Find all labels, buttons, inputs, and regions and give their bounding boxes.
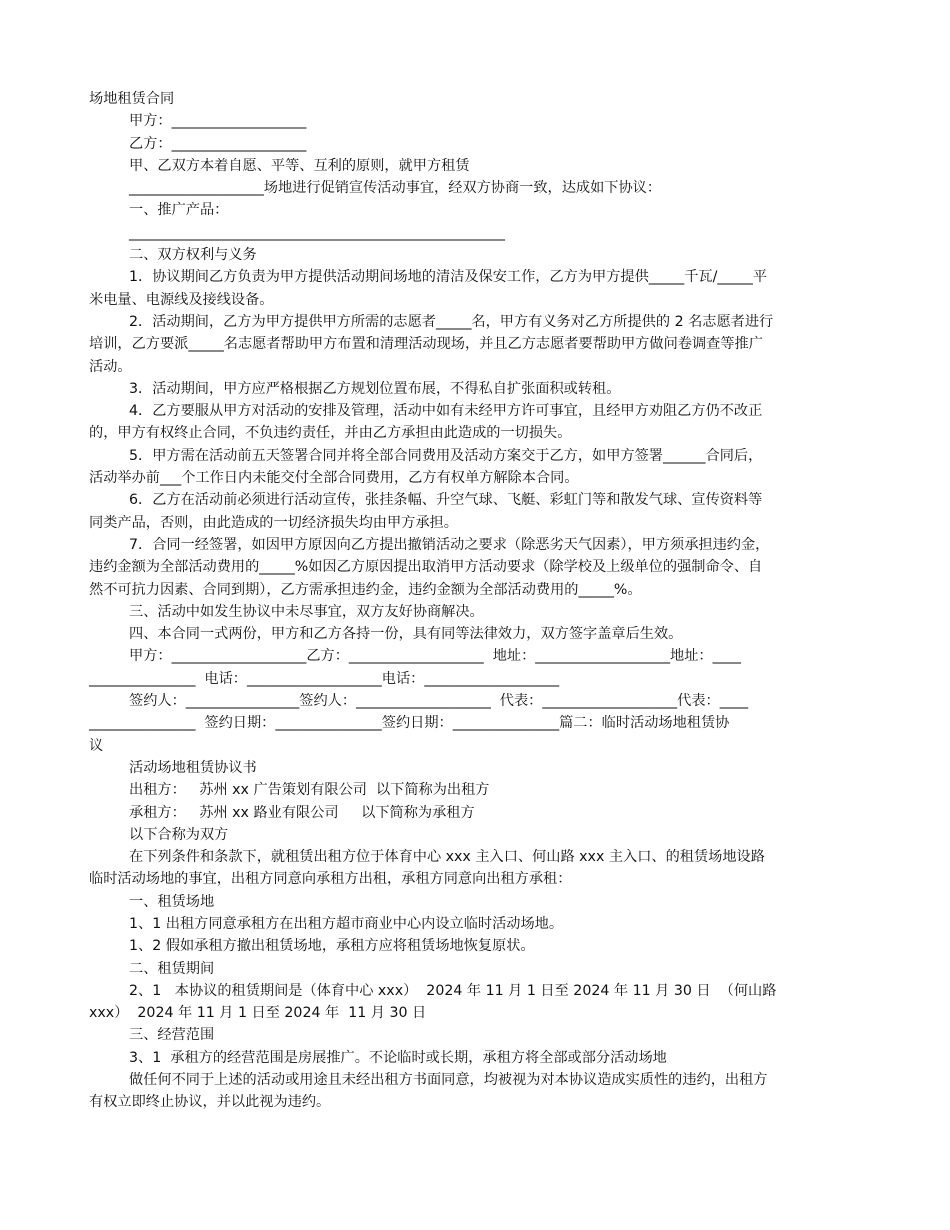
text-line: 甲方：___________________ [129,113,307,130]
text-line: 同类产品，否则，由此造成的一切经济损失均由甲方承担。 [89,514,458,531]
text-line: 活动场地租赁协议书 [129,759,257,776]
text-line: 临时活动场地的事宜，出租方同意向承租方出租，承租方同意向出租方承租： [89,871,572,888]
text-line: 做任何不同于上述的活动或用途且未经出租方书面同意，均被视为对本协议造成实质性的违约，出租方 [129,1072,768,1089]
text-line: 签约人：________________签约人：___________________ 代表：___________________代表：____ [129,693,749,710]
text-line: 活动。 [89,358,132,375]
text-line: 三、活动中如发生协议中未尽事宜，双方友好协商解决。 [129,603,484,620]
text-line: 甲、乙双方本着自愿、平等、互利的原则，就甲方租赁 [129,157,470,174]
text-line: 二、租赁期间 [129,960,215,977]
text-line: 3、1 承租方的经营范围是房展推广。不论临时或长期，承租方将全部或部分活动场地 [129,1049,667,1066]
text-line: 1、2 假如承租方撤出租赁场地，承租方应将租赁场地恢复原状。 [129,938,535,955]
text-line: _______________ 签约日期：_______________签约日期：_______________篇二：临时活动场地租赁协 [89,715,730,732]
text-line: 然不可抗力因素、合同到期），乙方需承担违约金，违约金额为全部活动费用的_____%。 [89,581,642,598]
text-line: 三、经营范围 [129,1027,215,1044]
text-line: 7．合同一经签署，如因甲方原因向乙方提出撤销活动之要求（除恶劣天气因素），甲方须承担违约金， [129,536,770,553]
text-line: 4．乙方要服从甲方对活动的安排及管理，活动中如有未经甲方许可事宜，且经甲方劝阻乙方仍不改正 [129,403,763,420]
text-line: 2．活动期间，乙方为甲方提供甲方所需的志愿者_____名，甲方有义务对乙方所提供的 2 名志愿者进行 [129,313,774,330]
text-line: 以下合称为双方 [129,826,229,843]
text-line: 米电量、电源线及接线设备。 [89,291,274,308]
text-line: 乙方：___________________ [129,135,307,152]
text-line: 3．活动期间，甲方应严格根据乙方规划位置布展，不得私自扩张面积或转租。 [129,380,621,397]
text-line: 场地租赁合同 [89,91,175,107]
text-line: 议 [89,737,104,754]
text-line: 有权立即终止协议，并以此视为违约。 [89,1094,331,1111]
text-line: ___________________场地进行促销宣传活动事宜，经双方协商一致，达成如下协议： [129,180,662,197]
text-line: 1、1 出租方同意承租方在出租方超市商业中心内设立临时活动场地。 [129,915,564,932]
text-line: _______________ 电话：___________________电话：___________________ [89,670,560,687]
text-line: 一、租赁场地 [129,893,215,910]
text-line: _____________________________________________________ [129,224,505,241]
text-line: 甲方：___________________乙方：___________________ 地址：___________________地址：____ [129,648,741,665]
text-line: 6．乙方在活动前必须进行活动宣传，张挂条幅、升空气球、飞艇、彩虹门等和散发气球、宣传资料等 [129,492,763,509]
text-line: 四、本合同一式两份，甲方和乙方各持一份，具有同等法律效力，双方签字盖章后生效。 [129,626,683,643]
text-line: 出租方： 苏州 xx 广告策划有限公司 以下简称为出租方 [129,782,490,799]
text-line: 2、1 本协议的租赁期间是（体育中心 xxx） 2024 年 11 月 1 日至 2024 年 11 月 30 日 （何山路 [129,982,777,999]
text-line: 的，甲方有权终止合同，不负违约责任，并由乙方承担由此造成的一切损失。 [89,425,572,442]
text-line: 二、双方权利与义务 [129,247,257,264]
text-line: 在下列条件和条款下，就租赁出租方位于体育中心 xxx 主入口、何山路 xxx 主入口、的租赁场地设路 [129,849,765,866]
text-line: 培训，乙方要派_____名志愿者帮助甲方布置和清理活动现场，并且乙方志愿者要帮助甲方做问卷调查等推广 [89,336,763,353]
text-line: 5．甲方需在活动前五天签署合同并将全部合同费用及活动方案交于乙方，如甲方签署______合同后， [129,447,763,464]
text-line: 一、推广产品： [129,202,229,219]
text-line: 承租方： 苏州 xx 路业有限公司 以下简称为承租方 [129,804,475,821]
text-line: xxx） 2024 年 11 月 1 日至 2024 年 11 月 30 日 [89,1005,427,1022]
text-line: 1．协议期间乙方负责为甲方提供活动期间场地的清洁及保安工作，乙方为甲方提供_____千瓦/_____平 [129,269,768,286]
text-line: 活动举办前___个工作日内未能交付全部合同费用，乙方有权单方解除本合同。 [89,470,579,487]
text-line: 违约金额为全部活动费用的_____%如因乙方原因提出取消甲方活动要求（除学校及上级单位的强制命令、自 [89,559,763,576]
